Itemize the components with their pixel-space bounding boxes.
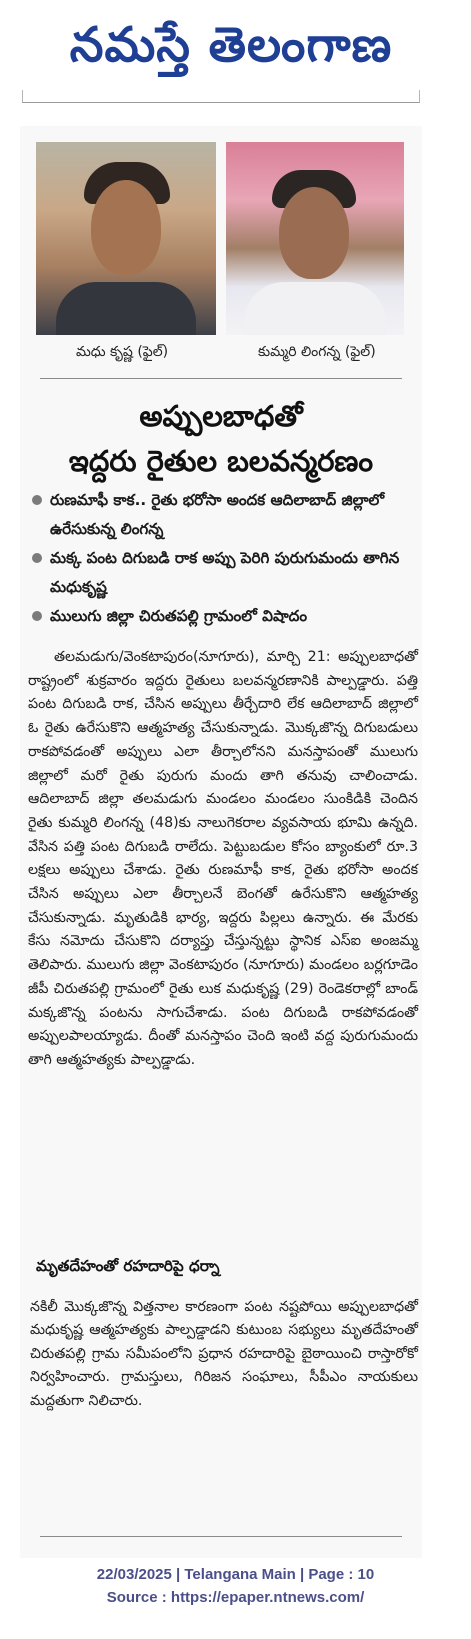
photo-madhu-krishna [36,142,216,335]
article-body-second-text: నకిలీ మొక్కజొన్న విత్తనాల కారణంగా పంట నష్టపోయి అప్పులబాధతో మధుకృష్ణ ఆత్మహత్యకు పాల్పడ్డాడని కుటుంబ సభ్యులు మృతదేహంతో చిరుతపల్లి గ్రామ సమీపంలోని ప్రధాన రహదారిపై బైఠాయించి రాస్తారోకో నిర్వహించారు. గ్రామస్తులు, గిరిజన సంఘాలు, సీపీఎం నాయకులు మద్దతుగా నిలిచారు. [30,1299,418,1409]
masthead-divider [22,90,420,103]
article-body [28,646,418,1073]
divider-bottom [40,1536,402,1537]
photo-caption-right: కుమ్మరి లింగన్న (ఫైల్) [258,344,376,360]
divider-above-headline [40,378,402,379]
highlight-text: రుణమాఫీ కాక.. రైతు భరోసా అందక ఆదిలాబాద్ జిల్లాలో ఉరేసుకున్న లింగన్న [50,491,385,538]
highlight-item [28,544,416,602]
photo-caption-left: మధు కృష్ణ (ఫైల్) [76,344,169,360]
headline-line-2: ఇద్దరు రైతుల బలవన్మరణం [68,444,374,478]
photo-kummari-linganna [226,142,404,335]
article-highlights [28,486,416,631]
article-headline [32,394,410,484]
newspaper-masthead [20,6,420,106]
photo-shirt-shape [56,282,196,335]
article-subheading: మృతదేహంతో రహదారిపై ధర్నా [36,1257,220,1275]
highlight-item [28,486,416,544]
bullet-icon [32,611,42,621]
article-body-text: తలమడుగు/వెంకటాపురం(నూగూరు), మార్చి 21: అప్పులబాధతో రాష్ట్రంలో శుక్రవారం ఇద్దరు రైతులు బలవన్మరణానికి పాల్పడ్డారు. పత్తి పంట దిగుబడి రాక, చేసిన అప్పులు తీర్చేదారి లేక ఆదిలాబాద్ జిల్లాలో ఓ రైతు ఉరేసుకొని ఆత్మహత్య చేసుకున్నాడు. మొక్కజొన్న దిగుబడులు రాకపోవడంతో అప్పులు ఎలా తీర్చాలోనని మనస్తాపంతో ములుగు జిల్లాలో మరో రైతు పురుగు మందు తాగి తనువు చాలించాడు. ఆదిలాబాద్ జిల్లా తలమడుగు మండలం మండలం సుంకిడికి చెందిన రైతు కుమ్మరి లింగన్న (48)కు నాలుగెకరాల వ్యవసాయ భూమి ఉన్నది. వేసిన పత్తి పంట దిగుబడి రాలేదు. పెట్టుబడుల కోసం బ్యాంకులో రూ.3 లక్షలు అప్పులు చేశాడు. రైతు రుణమాఫీ కాక, రైతు భరోసా అందక చేసిన అప్పులు ఎలా తీర్చాలనే బెంగతో ఉరేసుకొని ఆత్మహత్య చేసుకున్నాడు. మృతుడికి భార్య, ఇద్దరు పిల్లలు ఉన్నారు. ఈ మేరకు కేసు నమోదు చేసుకొని దర్యాప్తు చేస్తున్నట్టు స్థానిక ఎస్ఐ అంజమ్మ తెలిపారు. ములుగు జిల్లా వెంకటాపురం (నూగూరు) మండలం బర్లగూడెం జీపీ చిరుతపల్లి గ్రామంలో రైతు లుక మధుకృష్ణ (29) రెండెకరాల్లో బాండ్ మక్కజొన్న పంటను సాగుచేశాడు. పంట దిగుబడి రాకపోవడంతో అప్పులపాలయ్యాడు. దీంతో మనస్తాపం చెంది ఇంటి వద్ద పురుగుమందు తాగి ఆత్మహత్యకు పాల్పడ్డాడు. [28,649,418,1068]
photo-face-shape [279,187,349,279]
news-clipping [20,126,422,1558]
headline-line-1: అప్పులబాధతో [139,399,303,433]
footer-date-line: 22/03/2025 | Telangana Main | Page : 10 [96,1566,375,1583]
bullet-icon [32,495,42,505]
highlight-item [28,602,416,631]
highlight-text: ములుగు జిల్లా చిరుతపల్లి గ్రామంలో విషాదం [50,607,308,625]
highlight-text: మక్క పంట దిగుబడి రాక అప్పు పెరిగి పురుగుమందు తాగిన మధుకృష్ణ [50,549,400,596]
bullet-icon [32,553,42,563]
photo-face-shape [91,180,161,275]
photo-shirt-shape [244,282,386,335]
footer-source-line: Source : https://epaper.ntnews.com/ [106,1589,365,1606]
masthead-title: నమస్తే తెలంగాణ [69,17,393,73]
article-body-second [30,1296,418,1413]
